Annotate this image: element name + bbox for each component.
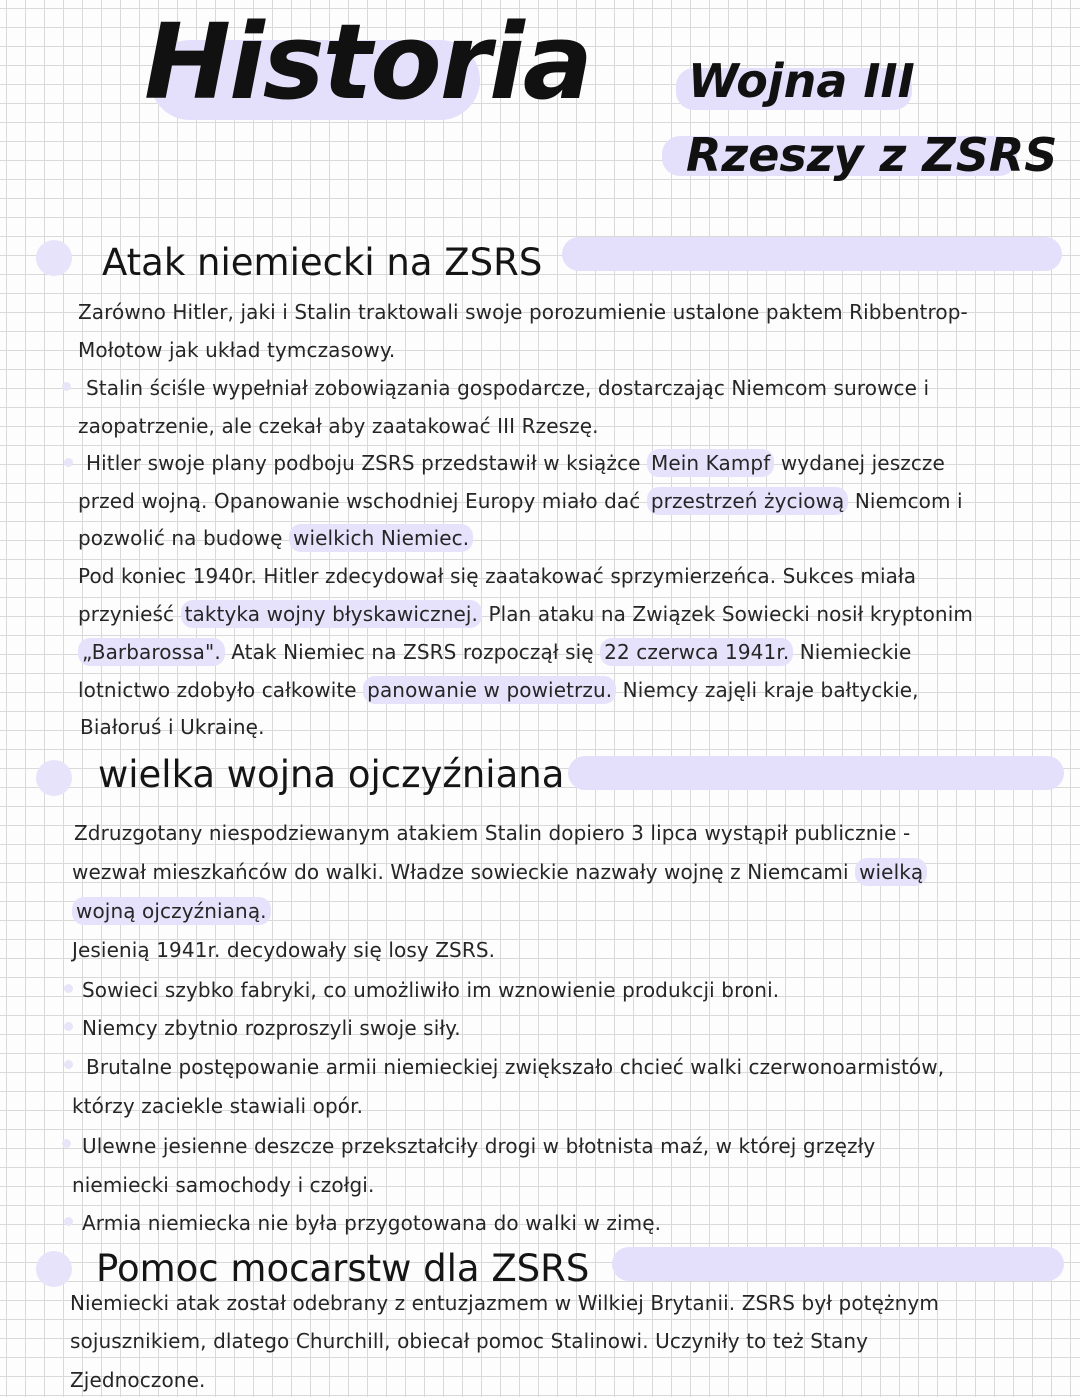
text-run: Niemcom i [848,489,963,513]
text-line: Niemcy zbytnio rozproszyli swoje siły. [82,1016,461,1040]
highlighted-term: Mein Kampf [647,449,774,477]
heading-highlight-3 [612,1247,1064,1281]
highlighted-term: wielkich Niemiec. [289,524,473,552]
text-line [72,862,927,882]
text-run: lotnictwo zdobyło całkowite [78,678,364,702]
text-line: Sowieci szybko fabryki, co umożliwiło im wznowienie produkcji broni. [82,978,780,1002]
list-dot [64,458,73,467]
text-run: Hitler swoje plany podboju ZSRS przedstawił w książce [86,451,647,475]
heading-highlight-2 [568,756,1064,790]
list-dot [62,382,71,391]
highlighted-term: „Barbarossa". [78,638,225,666]
text-line: Zarówno Hitler, jaki i Stalin traktowali swoje porozumienie ustalone paktem Ribbentrop- [78,300,968,324]
highlighted-term: wojną ojczyźnianą. [72,897,271,925]
text-line: Mołotow jak układ tymczasowy. [78,338,396,362]
highlighted-term: 22 czerwca 1941r. [600,638,793,666]
text-line: Stalin ściśle wypełniał zobowiązania gospodarcze, dostarczając Niemcom surowce i [86,376,930,400]
text-line: niemiecki samochody i czołgi. [72,1173,375,1197]
text-line: którzy zaciekle stawiali opór. [72,1094,364,1118]
text-line [72,901,271,921]
text-run: przed wojną. Opanowanie wschodniej Europy miało dać [78,489,647,513]
list-dot [64,1022,73,1031]
heading-bullet-2 [36,760,72,796]
highlighted-term: taktyka wojny błyskawicznej. [181,600,482,628]
text-run: Atak Niemiec na ZSRS rozpoczął się [224,640,601,664]
text-run: Niemieckie [793,640,912,664]
text-line: Zdruzgotany niespodziewanym atakiem Stalin dopiero 3 lipca wystąpił publicznie - [74,821,911,845]
text-line: sojusznikiem, dlatego Churchill, obiecał pomoc Stalinowi. Uczyniły to też Stany [70,1329,869,1353]
text-line: Pod koniec 1940r. Hitler zdecydował się zaatakować sprzymierzeńca. Sukces miała [78,564,917,588]
text-line: Jesienią 1941r. decydowały się losy ZSRS. [72,938,496,962]
text-run: Niemcy zajęli kraje bałtyckie, [616,678,919,702]
text-line [78,491,963,511]
text-line [78,642,911,662]
subtitle-line-1: Wojna III [688,54,915,108]
text-run: wydanej jeszcze [774,451,945,475]
highlighted-term: panowanie w powietrzu. [363,676,616,704]
section-heading: Pomoc mocarstw dla ZSRS [96,1247,590,1290]
text-run: Plan ataku na Związek Sowiecki nosił kryptonim [482,602,973,626]
heading-bullet-1 [36,240,72,276]
text-run: wezwał mieszkańców do walki. Władze sowieckie nazwały wojnę z Niemcami [72,860,856,884]
page-title: Historia [144,1,591,123]
text-line [86,453,945,473]
list-dot [62,1139,71,1148]
heading-bullet-3 [36,1251,72,1287]
subtitle-line-2: Rzeszy z ZSRS [686,128,1058,182]
text-line: Armia niemiecka nie była przygotowana do walki w zimę. [82,1211,662,1235]
text-line [78,528,473,548]
list-dot [64,1060,73,1069]
highlighted-term: przestrzeń życiową [647,487,849,515]
text-line: Niemiecki atak został odebrany z entuzjazmem w Wilkiej Brytanii. ZSRS był potężnym [70,1291,939,1315]
list-dot [64,1217,73,1226]
text-line: Białoruś i Ukrainę. [80,715,265,739]
heading-highlight-1 [562,237,1062,271]
text-run: pozwolić na budowę [78,526,290,550]
highlighted-term: wielką [855,858,927,886]
section-heading: wielka wojna ojczyźniana [98,753,565,796]
text-line [78,604,973,624]
text-line: zaopatrzenie, ale czekał aby zaatakować III Rzeszę. [78,414,599,438]
text-line: Ulewne jesienne deszcze przekształciły drogi w błotnista maź, w której grzęzły [82,1134,876,1158]
text-run: przynieść [78,602,181,626]
text-line: Brutalne postępowanie armii niemieckiej zwiększało chcieć walki czerwonoarmistów, [86,1055,945,1079]
list-dot [64,984,73,993]
text-line [78,680,919,700]
text-line: Zjednoczone. [70,1368,206,1392]
section-heading: Atak niemiecki na ZSRS [102,241,543,284]
